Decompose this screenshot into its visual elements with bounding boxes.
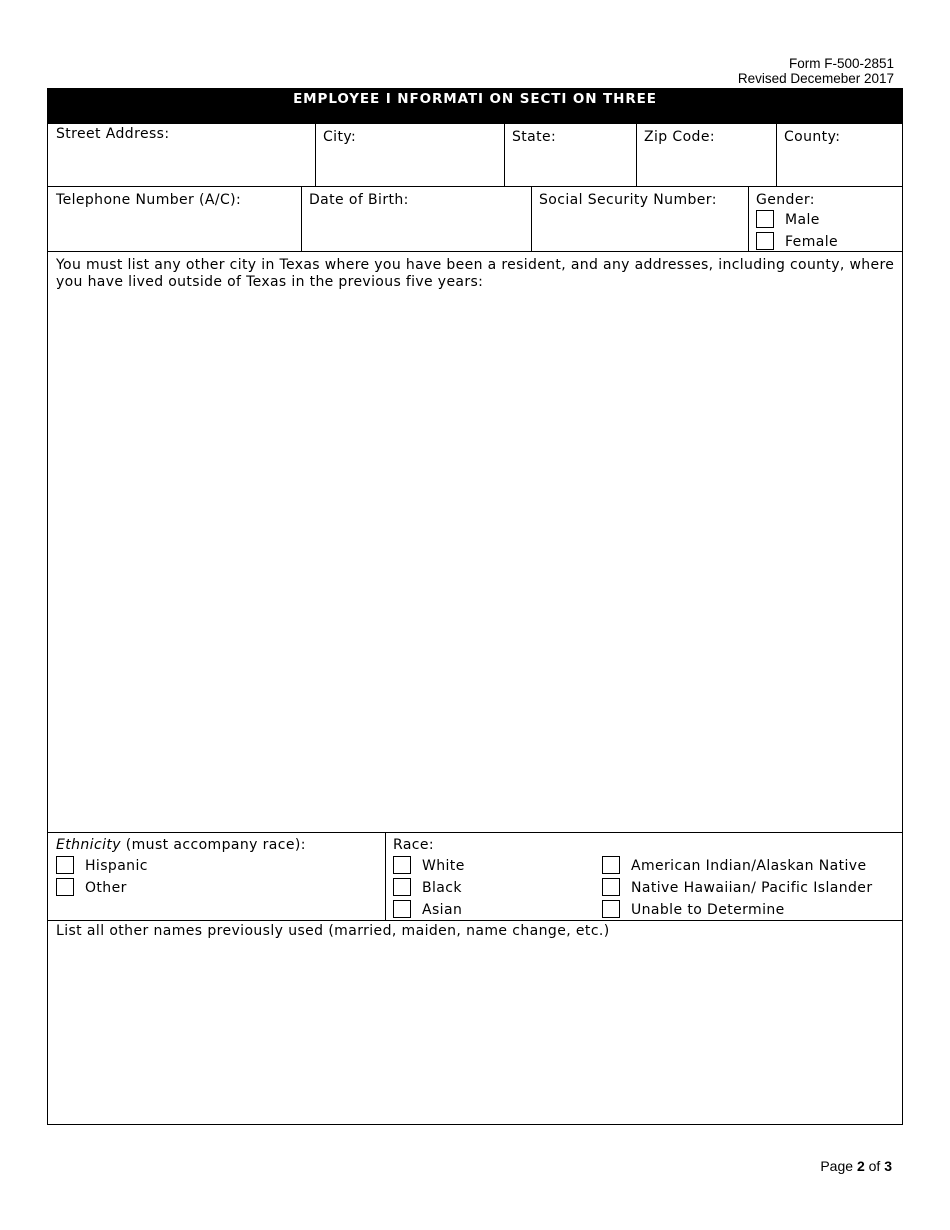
divider [636,124,637,186]
race-label: Race: [393,837,435,853]
race-unable-to-determine-label: Unable to Determine [631,902,785,918]
gender-male-label: Male [785,212,820,228]
city-label: City: [323,129,357,145]
page-current: 2 [856,1158,865,1174]
county-label: County: [784,129,841,145]
revision-date: Revised Decemeber 2017 [737,71,894,86]
race-black-checkbox[interactable] [393,878,411,896]
divider [301,186,302,251]
section-title: EMPLOYEE I NFORMATI ON SECTI ON THREE [48,89,902,124]
divider [504,124,505,186]
race-american-indian-checkbox[interactable] [602,856,620,874]
ethnicity-label-note: (must accompany race): [120,837,306,853]
race-native-hawaiian-checkbox[interactable] [602,878,620,896]
page-of: of [864,1158,885,1174]
gender-female-label: Female [785,234,839,250]
ssn-label: Social Security Number: [539,192,717,208]
ethnicity-hispanic-checkbox[interactable] [56,856,74,874]
race-white-label: White [422,858,465,874]
race-black-label: Black [422,880,462,896]
page-total: 3 [884,1158,892,1174]
form-identifier [738,56,894,86]
divider [315,124,316,186]
race-asian-checkbox[interactable] [393,900,411,918]
race-white-checkbox[interactable] [393,856,411,874]
page-number [820,1158,892,1174]
divider [531,186,532,251]
residence-history-instructions: You must list any other city in Texas where you have been a resident, and any addresses, including county, where you have lived outside of Texas in the previous five years: [56,257,895,290]
other-names-field[interactable] [48,944,902,1124]
row-divider [48,251,902,252]
row-divider [48,832,902,833]
form-number: Form F-500-2851 [788,56,894,71]
race-unable-to-determine-checkbox[interactable] [602,900,620,918]
residence-history-field[interactable] [48,294,902,832]
ethnicity-other-checkbox[interactable] [56,878,74,896]
page-prefix: Page [820,1158,857,1174]
race-asian-label: Asian [422,902,463,918]
row-divider [48,186,902,187]
ethnicity-hispanic-label: Hispanic [85,858,148,874]
gender-female-checkbox[interactable] [756,232,774,250]
ethnicity-other-label: Other [85,880,127,896]
state-label: State: [512,129,557,145]
ethnicity-label [56,837,306,854]
divider [385,832,386,920]
row-divider [48,920,902,921]
divider [748,186,749,251]
telephone-label: Telephone Number (A/C): [56,192,242,208]
employee-information-form [47,88,903,1125]
race-american-indian-label: American Indian/Alaskan Native [631,858,867,874]
other-names-label: List all other names previously used (married, maiden, name change, etc.) [56,923,610,939]
date-of-birth-label: Date of Birth: [309,192,409,208]
zip-code-label: Zip Code: [644,129,715,145]
gender-label: Gender: [756,192,815,208]
gender-male-checkbox[interactable] [756,210,774,228]
street-address-label: Street Address: [56,126,170,142]
divider [776,124,777,186]
race-native-hawaiian-label: Native Hawaiian/ Pacific Islander [631,880,873,896]
ethnicity-label-italic: Ethnicity [56,837,121,853]
